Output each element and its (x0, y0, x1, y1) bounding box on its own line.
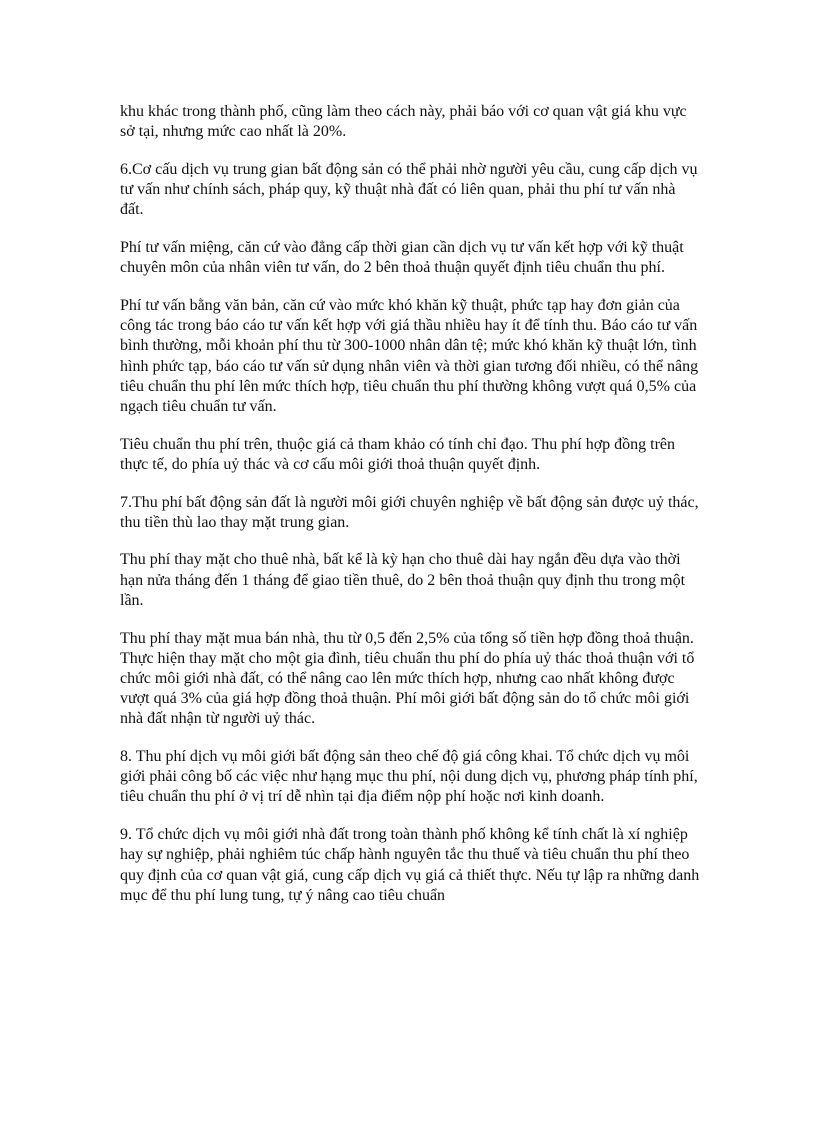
paragraph-6: 7.Thu phí bất động sản đất là người môi giới chuyên nghiệp về bất động sản được uỷ thác, thu tiền thù lao thay mặt trung gian. (120, 493, 699, 531)
paragraph-7: Thu phí thay mặt cho thuê nhà, bất kể là kỳ hạn cho thuê dài hay ngắn đều dựa vào thời hạn nửa tháng đến 1 tháng để giao tiền thuê, do 2 bên thoả thuận quy định thu trong một lần. (120, 551, 686, 609)
paragraph-3: Phí tư vấn miệng, căn cứ vào đẳng cấp thời gian cần dịch vụ tư vấn kết hợp với kỹ thuật chuyên môn của nhân viên tư vấn, do 2 bên thoả thuận quyết định tiêu chuẩn thu phí. (120, 239, 684, 277)
paragraph-8: Thu phí thay mặt mua bán nhà, thu từ 0,5 đến 2,5% của tổng số tiền hợp đồng thoả thuận. Thực hiện thay mặt cho một gia đình, tiêu chuẩn thu phí do phía uỷ thác thoả thuận với tổ chức môi giới nhà đất, có thể nâng cao lên mức thích hợp, nhưng cao nhất không được vượt quá 3% của giá hợp đồng thoả thuận. Phí môi giới bất động sản do tổ chức môi giới nhà đất nhận từ người uỷ thác. (120, 629, 695, 728)
paragraph-1: khu khác trong thành phố, cũng làm theo cách này, phải báo với cơ quan vật giá khu vực sở tại, nhưng mức cao nhất là 20%. (120, 103, 687, 141)
document-body (120, 102, 700, 924)
paragraph-10: 9. Tổ chức dịch vụ môi giới nhà đất trong toàn thành phố không kể tính chất là xí nghiệp hay sự nghiệp, phải nghiêm túc chấp hành nguyên tắc thu thuế và tiêu chuẩn thu phí theo quy định của cơ quan vật giá, cung cấp dịch vụ giá cả thiết thực. Nếu tự lập ra những danh mục để thu phí lung tung, tự ý nâng cao tiêu chuẩn (120, 826, 700, 904)
paragraph-4: Phí tư vấn bằng văn bản, căn cứ vào mức khó khăn kỹ thuật, phức tạp hay đơn giản của công tác trong báo cáo tư vấn kết hợp với giá thầu nhiều hay ít để tính thu. Báo cáo tư vấn bình thường, mỗi khoản phí thu từ 300-1000 nhân dân tệ; mức khó khăn kỹ thuật lớn, tình hình phức tạp, báo cáo tư vấn sử dụng nhân viên và thời gian tương đối nhiều, có thể nâng tiêu chuẩn thu phí lên mức thích hợp, tiêu chuẩn thu phí thường không vượt quá 0,5% của ngạch tiêu chuẩn tư vấn. (120, 296, 699, 415)
paragraph-9: 8. Thu phí dịch vụ môi giới bất động sản theo chế độ giá công khai. Tổ chức dịch vụ môi giới phải công bố các việc như hạng mục thu phí, nội dung dịch vụ, phương pháp tính phí, tiêu chuẩn thu phí ở vị trí dễ nhìn tại địa điểm nộp phí hoặc nơi kinh doanh. (120, 748, 698, 806)
paragraph-2: 6.Cơ cấu dịch vụ trung gian bất động sản có thể phải nhờ người yêu cầu, cung cấp dịch vụ tư vấn như chính sách, pháp quy, kỹ thuật nhà đất có liên quan, phải thu phí tư vấn nhà đất. (120, 160, 698, 219)
paragraph-5: Tiêu chuẩn thu phí trên, thuộc giá cả tham khảo có tính chỉ đạo. Thu phí hợp đồng trên thực tế, do phía uỷ thác và cơ cấu môi giới thoả thuận quyết định. (120, 435, 676, 473)
